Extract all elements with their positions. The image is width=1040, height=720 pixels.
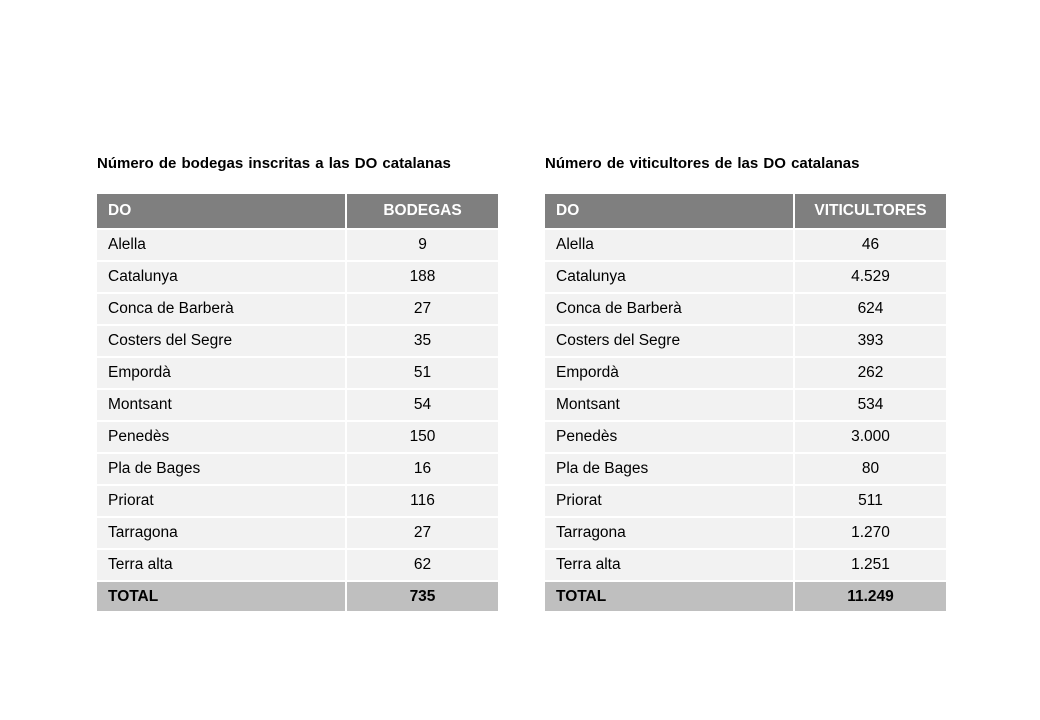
row-value: 534 — [794, 389, 946, 421]
column-header-do: DO — [97, 194, 346, 229]
table-row — [545, 389, 946, 421]
total-row — [545, 581, 946, 611]
row-value: 511 — [794, 485, 946, 517]
column-header-viticultores: VITICULTORES — [794, 194, 946, 229]
bodegas-table-block — [97, 154, 498, 611]
row-do-name: Pla de Bages — [545, 453, 794, 485]
bodegas-table-title: Número de bodegas inscritas a las DO catalanas — [97, 155, 451, 172]
table-header-row — [545, 194, 946, 229]
row-value: 624 — [794, 293, 946, 325]
row-value: 54 — [346, 389, 498, 421]
bodegas-table — [97, 194, 498, 611]
row-do-name: Conca de Barberà — [545, 293, 794, 325]
viticultores-table-block — [545, 154, 946, 611]
table-row — [97, 453, 498, 485]
table-row — [545, 293, 946, 325]
table-row — [545, 229, 946, 261]
table-row — [545, 549, 946, 581]
row-do-name: Montsant — [97, 389, 346, 421]
column-header-bodegas: BODEGAS — [346, 194, 498, 229]
table-row — [97, 389, 498, 421]
row-do-name: Alella — [97, 229, 346, 261]
row-value: 150 — [346, 421, 498, 453]
row-value: 62 — [346, 549, 498, 581]
row-value: 1.270 — [794, 517, 946, 549]
table-row — [545, 357, 946, 389]
row-value: 188 — [346, 261, 498, 293]
viticultores-table — [545, 194, 946, 611]
total-label: TOTAL — [97, 581, 346, 611]
total-label: TOTAL — [545, 581, 794, 611]
row-do-name: Empordà — [97, 357, 346, 389]
table-row — [97, 357, 498, 389]
column-header-do: DO — [545, 194, 794, 229]
row-do-name: Costers del Segre — [545, 325, 794, 357]
row-value: 9 — [346, 229, 498, 261]
table-row — [545, 421, 946, 453]
row-value: 4.529 — [794, 261, 946, 293]
row-do-name: Tarragona — [545, 517, 794, 549]
table-row — [545, 261, 946, 293]
viticultores-table-title: Número de viticultores de las DO catalanas — [545, 155, 860, 172]
row-value: 46 — [794, 229, 946, 261]
row-value: 27 — [346, 517, 498, 549]
row-value: 80 — [794, 453, 946, 485]
table-row — [545, 325, 946, 357]
total-row — [97, 581, 498, 611]
row-value: 16 — [346, 453, 498, 485]
table-row — [97, 485, 498, 517]
row-value: 1.251 — [794, 549, 946, 581]
row-do-name: Empordà — [545, 357, 794, 389]
bodegas-table-body — [97, 229, 498, 581]
row-do-name: Penedès — [545, 421, 794, 453]
table-row — [545, 485, 946, 517]
table-row — [545, 453, 946, 485]
row-value: 262 — [794, 357, 946, 389]
table-row — [97, 325, 498, 357]
row-value: 27 — [346, 293, 498, 325]
row-do-name: Priorat — [97, 485, 346, 517]
total-value: 11.249 — [794, 581, 946, 611]
row-do-name: Terra alta — [97, 549, 346, 581]
row-do-name: Catalunya — [545, 261, 794, 293]
row-do-name: Terra alta — [545, 549, 794, 581]
table-row — [97, 517, 498, 549]
row-do-name: Tarragona — [97, 517, 346, 549]
table-row — [97, 549, 498, 581]
row-value: 3.000 — [794, 421, 946, 453]
viticultores-table-body — [545, 229, 946, 581]
table-row — [97, 421, 498, 453]
table-row — [97, 293, 498, 325]
table-row — [97, 229, 498, 261]
row-do-name: Montsant — [545, 389, 794, 421]
table-header-row — [97, 194, 498, 229]
row-do-name: Conca de Barberà — [97, 293, 346, 325]
row-do-name: Alella — [545, 229, 794, 261]
row-do-name: Costers del Segre — [97, 325, 346, 357]
row-value: 116 — [346, 485, 498, 517]
row-do-name: Penedès — [97, 421, 346, 453]
total-value: 735 — [346, 581, 498, 611]
row-do-name: Catalunya — [97, 261, 346, 293]
table-row — [545, 517, 946, 549]
row-do-name: Priorat — [545, 485, 794, 517]
row-value: 35 — [346, 325, 498, 357]
row-do-name: Pla de Bages — [97, 453, 346, 485]
row-value: 393 — [794, 325, 946, 357]
table-row — [97, 261, 498, 293]
row-value: 51 — [346, 357, 498, 389]
